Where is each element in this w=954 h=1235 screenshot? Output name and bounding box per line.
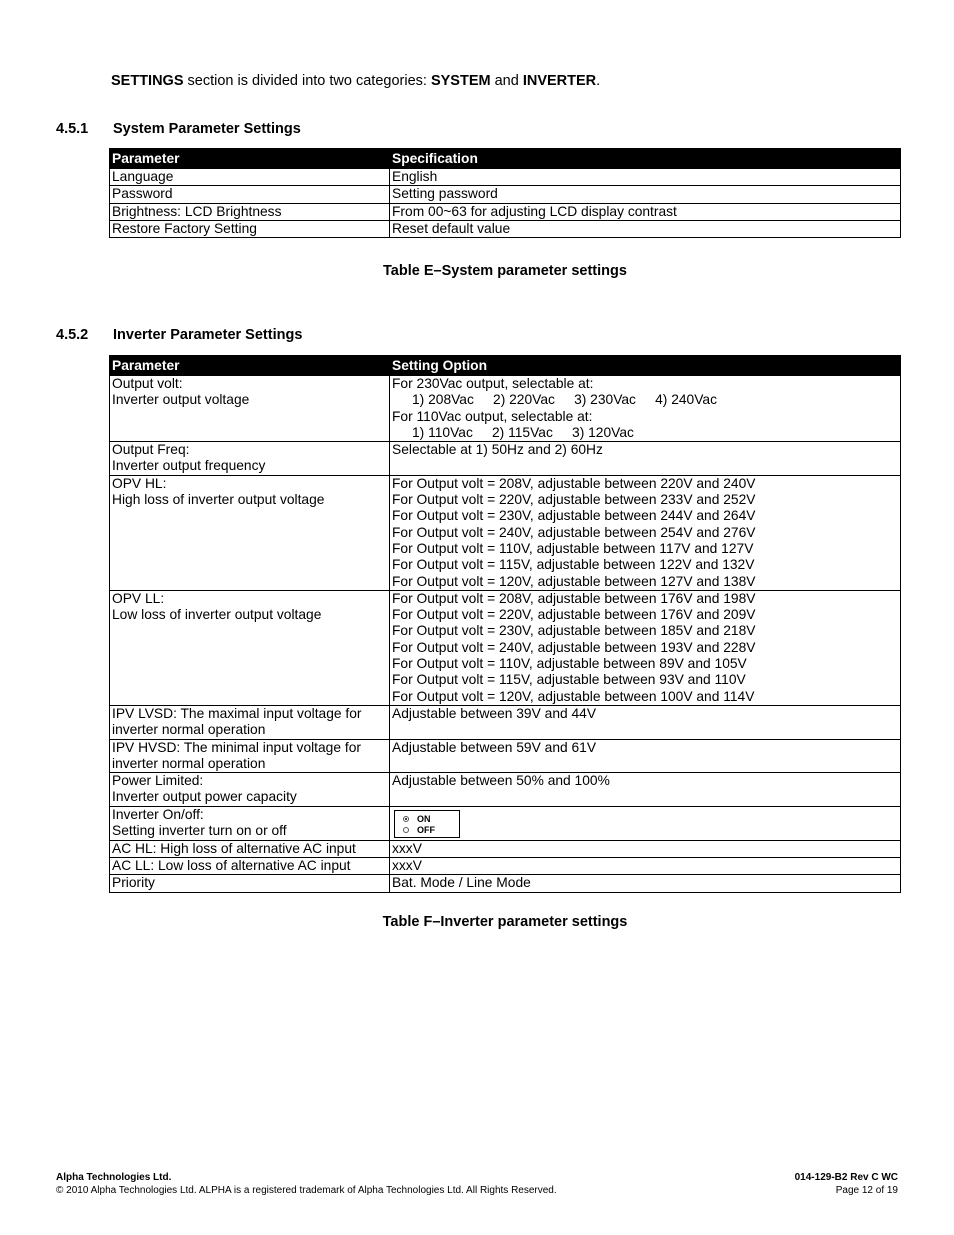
param-line: Inverter output frequency xyxy=(112,458,266,474)
param-line: Inverter output power capacity xyxy=(112,789,297,805)
option-line: xxxV xyxy=(392,840,422,856)
toggle-label-on: ON xyxy=(417,813,431,824)
spec-cell: From 00~63 for adjusting LCD display contrast xyxy=(390,203,901,220)
table-f-caption: Table F–Inverter parameter settings xyxy=(382,914,628,930)
option-line: Selectable at 1) 50Hz and 2) 60Hz xyxy=(392,442,603,458)
param-cell xyxy=(110,840,390,857)
radio-icon[interactable] xyxy=(403,816,409,822)
param-line: inverter normal operation xyxy=(112,722,266,738)
param-cell xyxy=(110,773,390,807)
option-cell xyxy=(390,773,901,807)
section2-number: 4.5.2 xyxy=(56,327,89,343)
option-line: For Output volt = 120V, adjustable between 100V and 114V xyxy=(392,688,755,704)
table-e-caption: Table E–System parameter settings xyxy=(383,263,627,279)
table-row xyxy=(110,739,901,773)
option-line: 1) 110Vac 2) 115Vac 3) 120Vac xyxy=(412,424,634,440)
option-line: For Output volt = 230V, adjustable between 185V and 218V xyxy=(392,623,756,639)
param-cell xyxy=(110,475,390,590)
param-line: Output Freq: xyxy=(112,442,190,458)
radio-icon[interactable] xyxy=(403,827,409,833)
param-cell xyxy=(110,875,390,892)
section2-title: Inverter Parameter Settings xyxy=(113,327,303,343)
toggle-option-on[interactable] xyxy=(417,814,459,825)
intro-settings: SETTINGS xyxy=(111,73,184,89)
section1-title: System Parameter Settings xyxy=(113,121,301,137)
param-cell: Password xyxy=(110,186,390,203)
param-line: IPV LVSD: The maximal input voltage for xyxy=(112,705,362,721)
table-row xyxy=(110,875,901,892)
option-line: For 230Vac output, selectable at: xyxy=(392,376,594,391)
section1-number: 4.5.1 xyxy=(56,121,89,137)
param-line: Inverter On/off: xyxy=(112,806,204,822)
option-cell xyxy=(390,858,901,875)
table-header-row xyxy=(110,356,901,376)
intro-system: SYSTEM xyxy=(430,73,491,89)
option-line: For Output volt = 120V, adjustable between 127V and 138V xyxy=(392,573,756,589)
param-line: Inverter output voltage xyxy=(112,392,250,408)
option-cell xyxy=(390,590,901,705)
inverter-parameter-table xyxy=(109,355,901,893)
option-cell xyxy=(390,840,901,857)
table-row xyxy=(110,186,901,203)
option-line: For Output volt = 208V, adjustable between 220V and 240V xyxy=(392,475,756,491)
inverter-table-body xyxy=(110,376,901,893)
param-cell xyxy=(110,739,390,773)
on-off-toggle[interactable] xyxy=(394,810,460,838)
param-cell xyxy=(110,858,390,875)
option-line: Bat. Mode / Line Mode xyxy=(392,875,531,891)
footer-doc-number: 014-129-B2 Rev C WC xyxy=(794,1172,898,1183)
param-cell: Language xyxy=(110,169,390,186)
option-line: For Output volt = 110V, adjustable between 89V and 105V xyxy=(392,656,747,672)
param-line: Low loss of inverter output voltage xyxy=(112,607,322,623)
option-cell xyxy=(390,376,901,442)
option-line: For Output volt = 110V, adjustable between 117V and 127V xyxy=(392,540,754,556)
table-row xyxy=(110,858,901,875)
table-row xyxy=(110,705,901,739)
param-line: Setting inverter turn on or off xyxy=(112,823,287,839)
table-row xyxy=(110,475,901,590)
table-row xyxy=(110,773,901,807)
system-parameter-table xyxy=(109,148,901,238)
table-row xyxy=(110,590,901,705)
option-line: For Output volt = 115V, adjustable between 122V and 132V xyxy=(392,557,755,573)
option-line: For Output volt = 240V, adjustable between 193V and 228V xyxy=(392,639,756,655)
toggle-option-off[interactable] xyxy=(417,825,459,836)
footer-left xyxy=(56,1171,557,1197)
option-cell xyxy=(390,875,901,892)
param-line: Output volt: xyxy=(112,376,183,391)
option-line: For 110Vac output, selectable at: xyxy=(392,408,593,424)
table-header-row xyxy=(110,149,901,169)
spec-cell: English xyxy=(390,169,901,186)
param-line: Power Limited: xyxy=(112,773,204,789)
option-line: For Output volt = 220V, adjustable between 176V and 209V xyxy=(392,607,756,623)
table-row xyxy=(110,220,901,237)
option-cell xyxy=(390,475,901,590)
footer-right xyxy=(795,1171,898,1197)
option-line: 1) 208Vac 2) 220Vac 3) 230Vac 4) 240Vac xyxy=(412,392,717,408)
footer-company: Alpha Technologies Ltd. xyxy=(56,1172,172,1183)
header-parameter: Parameter xyxy=(110,356,390,376)
option-line: For Output volt = 115V, adjustable between 93V and 110V xyxy=(392,672,746,688)
table-row xyxy=(110,806,901,840)
table-row xyxy=(110,376,901,442)
table-row xyxy=(110,442,901,476)
param-line: IPV HVSD: The minimal input voltage for xyxy=(112,739,361,755)
option-cell xyxy=(390,705,901,739)
param-line: High loss of inverter output voltage xyxy=(112,492,325,508)
intro-text: section is divided into two categories: xyxy=(183,73,431,89)
option-line: Adjustable between 50% and 100% xyxy=(392,773,610,789)
param-cell xyxy=(110,442,390,476)
param-cell: Brightness: LCD Brightness xyxy=(110,203,390,220)
param-cell xyxy=(110,806,390,840)
param-cell xyxy=(110,705,390,739)
spec-cell: Setting password xyxy=(390,186,901,203)
intro-and: and xyxy=(490,73,523,89)
toggle-label-off: OFF xyxy=(417,824,435,835)
intro-paragraph xyxy=(111,73,600,89)
param-line: OPV LL: xyxy=(112,590,165,606)
param-line: inverter normal operation xyxy=(112,755,266,771)
table-row xyxy=(110,840,901,857)
param-line: AC LL: Low loss of alternative AC input xyxy=(112,858,351,874)
system-table-body xyxy=(110,169,901,238)
option-cell xyxy=(390,806,901,840)
header-specification: Specification xyxy=(390,149,901,169)
header-setting-option: Setting Option xyxy=(390,356,901,376)
param-line: AC HL: High loss of alternative AC input xyxy=(112,840,356,856)
table-row xyxy=(110,203,901,220)
option-line: For Output volt = 240V, adjustable between 254V and 276V xyxy=(392,524,756,540)
param-cell xyxy=(110,376,390,442)
footer-copyright: © 2010 Alpha Technologies Ltd. ALPHA is a registered trademark of Alpha Technologies Ltd. All Rights Reserved. xyxy=(56,1185,557,1196)
spec-cell: Reset default value xyxy=(390,220,901,237)
footer-page-number: Page 12 of 19 xyxy=(835,1185,898,1196)
option-line: Adjustable between 39V and 44V xyxy=(392,705,597,721)
param-cell xyxy=(110,590,390,705)
param-cell: Restore Factory Setting xyxy=(110,220,390,237)
param-line: OPV HL: xyxy=(112,475,167,491)
option-line: For Output volt = 208V, adjustable between 176V and 198V xyxy=(392,590,756,606)
param-line: Priority xyxy=(112,875,155,891)
option-line: For Output volt = 220V, adjustable between 233V and 252V xyxy=(392,492,756,508)
option-line: Adjustable between 59V and 61V xyxy=(392,739,597,755)
intro-period: . xyxy=(596,73,601,89)
table-row xyxy=(110,169,901,186)
option-cell xyxy=(390,442,901,476)
option-line: For Output volt = 230V, adjustable between 244V and 264V xyxy=(392,508,756,524)
intro-inverter: INVERTER xyxy=(522,73,597,89)
option-cell xyxy=(390,739,901,773)
option-line: xxxV xyxy=(392,858,422,874)
header-parameter: Parameter xyxy=(110,149,390,169)
